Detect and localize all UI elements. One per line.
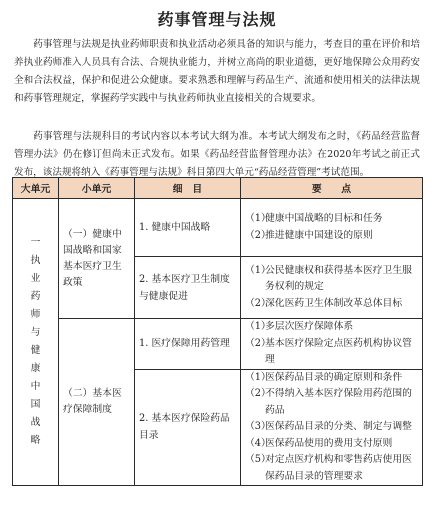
table-row bbox=[13, 199, 423, 257]
points-cell bbox=[241, 369, 423, 486]
list-item: （1）健康中国战略的目标和任务 bbox=[245, 213, 383, 224]
list-item: （5）对定点医疗机构和零售药店使用医保药品目录的管理要求 bbox=[245, 454, 412, 482]
major-unit-char: 一 bbox=[30, 237, 41, 248]
detail-cell: 1. 健康中国战略 bbox=[135, 199, 241, 257]
page-title: 药事管理与法规 bbox=[157, 10, 277, 29]
major-unit-char: 与 bbox=[30, 327, 41, 338]
sub-unit-cell: （二）基本医疗保障制度 bbox=[59, 319, 135, 486]
intro-paragraph-2: 药事管理与法规科目的考试内容以本考试大纲为准。本考试大纲发布之时，《药品经营监督管理办法》仍在修订但尚未正式发布。如果《药品经营监督管理办法》在2020年考试之前正式发布，该法规将纳入《药事管理与法规》科目第四大单元“药品经营管理”考试范围。 bbox=[14, 131, 420, 178]
major-unit-char: 业 bbox=[30, 273, 41, 284]
major-unit-char: 战 bbox=[30, 417, 41, 428]
list-item: （2）推进健康中国建设的原则 bbox=[245, 229, 373, 241]
major-unit-char: 师 bbox=[30, 309, 41, 320]
sub-unit-cell: （一）健康中国战略和国家基本医疗卫生政策 bbox=[59, 199, 135, 319]
list-item: （4）医保药品使用的费用支付原则 bbox=[245, 437, 393, 449]
major-unit-char: 药 bbox=[30, 291, 41, 302]
detail-cell: 2. 基本医疗卫生制度与健康促进 bbox=[135, 257, 241, 319]
syllabus-table bbox=[12, 177, 423, 486]
table-header-row bbox=[13, 178, 423, 199]
points-cell bbox=[241, 319, 423, 370]
list-item: （1）多层次医疗保障体系 bbox=[245, 321, 354, 332]
list-item: （1）公民健康权和获得基本医疗卫生服务权利的规定 bbox=[245, 264, 412, 293]
major-unit-char: 略 bbox=[30, 435, 41, 446]
header-detail: 细 目 bbox=[135, 178, 241, 199]
intro-paragraph-1: 药事管理与法规是执业药师职责和执业活动必须具备的知识与能力，考查目的重在评价和培养执业药师准入人员具有合法、合规执业能力，并树立高尚的职业道德，更好地保障公众用药安全和合法权益，保护和促进公众健康。要求熟悉和理解与药品生产、流通和使用相关的法律法规和药事管理规定，掌握药学实践中与执业药师执业直接相关的合规要求。 bbox=[14, 39, 420, 104]
major-unit-char: 执 bbox=[30, 255, 41, 266]
major-unit-char: 国 bbox=[30, 399, 41, 410]
list-item: （3）医保药品目录的分类、制定与调整 bbox=[245, 421, 412, 432]
header-sub-unit: 小单元 bbox=[59, 178, 135, 199]
list-item: （2）不得纳入基本医疗保险用药范围的药品 bbox=[245, 388, 412, 416]
points-cell bbox=[241, 199, 423, 257]
major-unit-char: 中 bbox=[30, 381, 41, 392]
major-unit-cell bbox=[13, 199, 59, 486]
table-row bbox=[13, 319, 423, 370]
list-item: （2）深化医药卫生体制改革总体目标 bbox=[245, 297, 403, 309]
list-item: （1）医保药品目录的确定原则和条件 bbox=[245, 371, 403, 383]
list-item: （2）基本医疗保险定点医药机构协议管理 bbox=[245, 337, 412, 365]
detail-cell: 2. 基本医疗保险药品目录 bbox=[135, 369, 241, 486]
major-unit-char: 健 bbox=[30, 345, 41, 356]
detail-cell: 1. 医疗保障用药管理 bbox=[135, 319, 241, 370]
header-major-unit: 大单元 bbox=[13, 178, 59, 199]
major-unit-char: 康 bbox=[30, 363, 41, 374]
header-key-points: 要 点 bbox=[241, 178, 423, 199]
points-cell bbox=[241, 257, 423, 319]
